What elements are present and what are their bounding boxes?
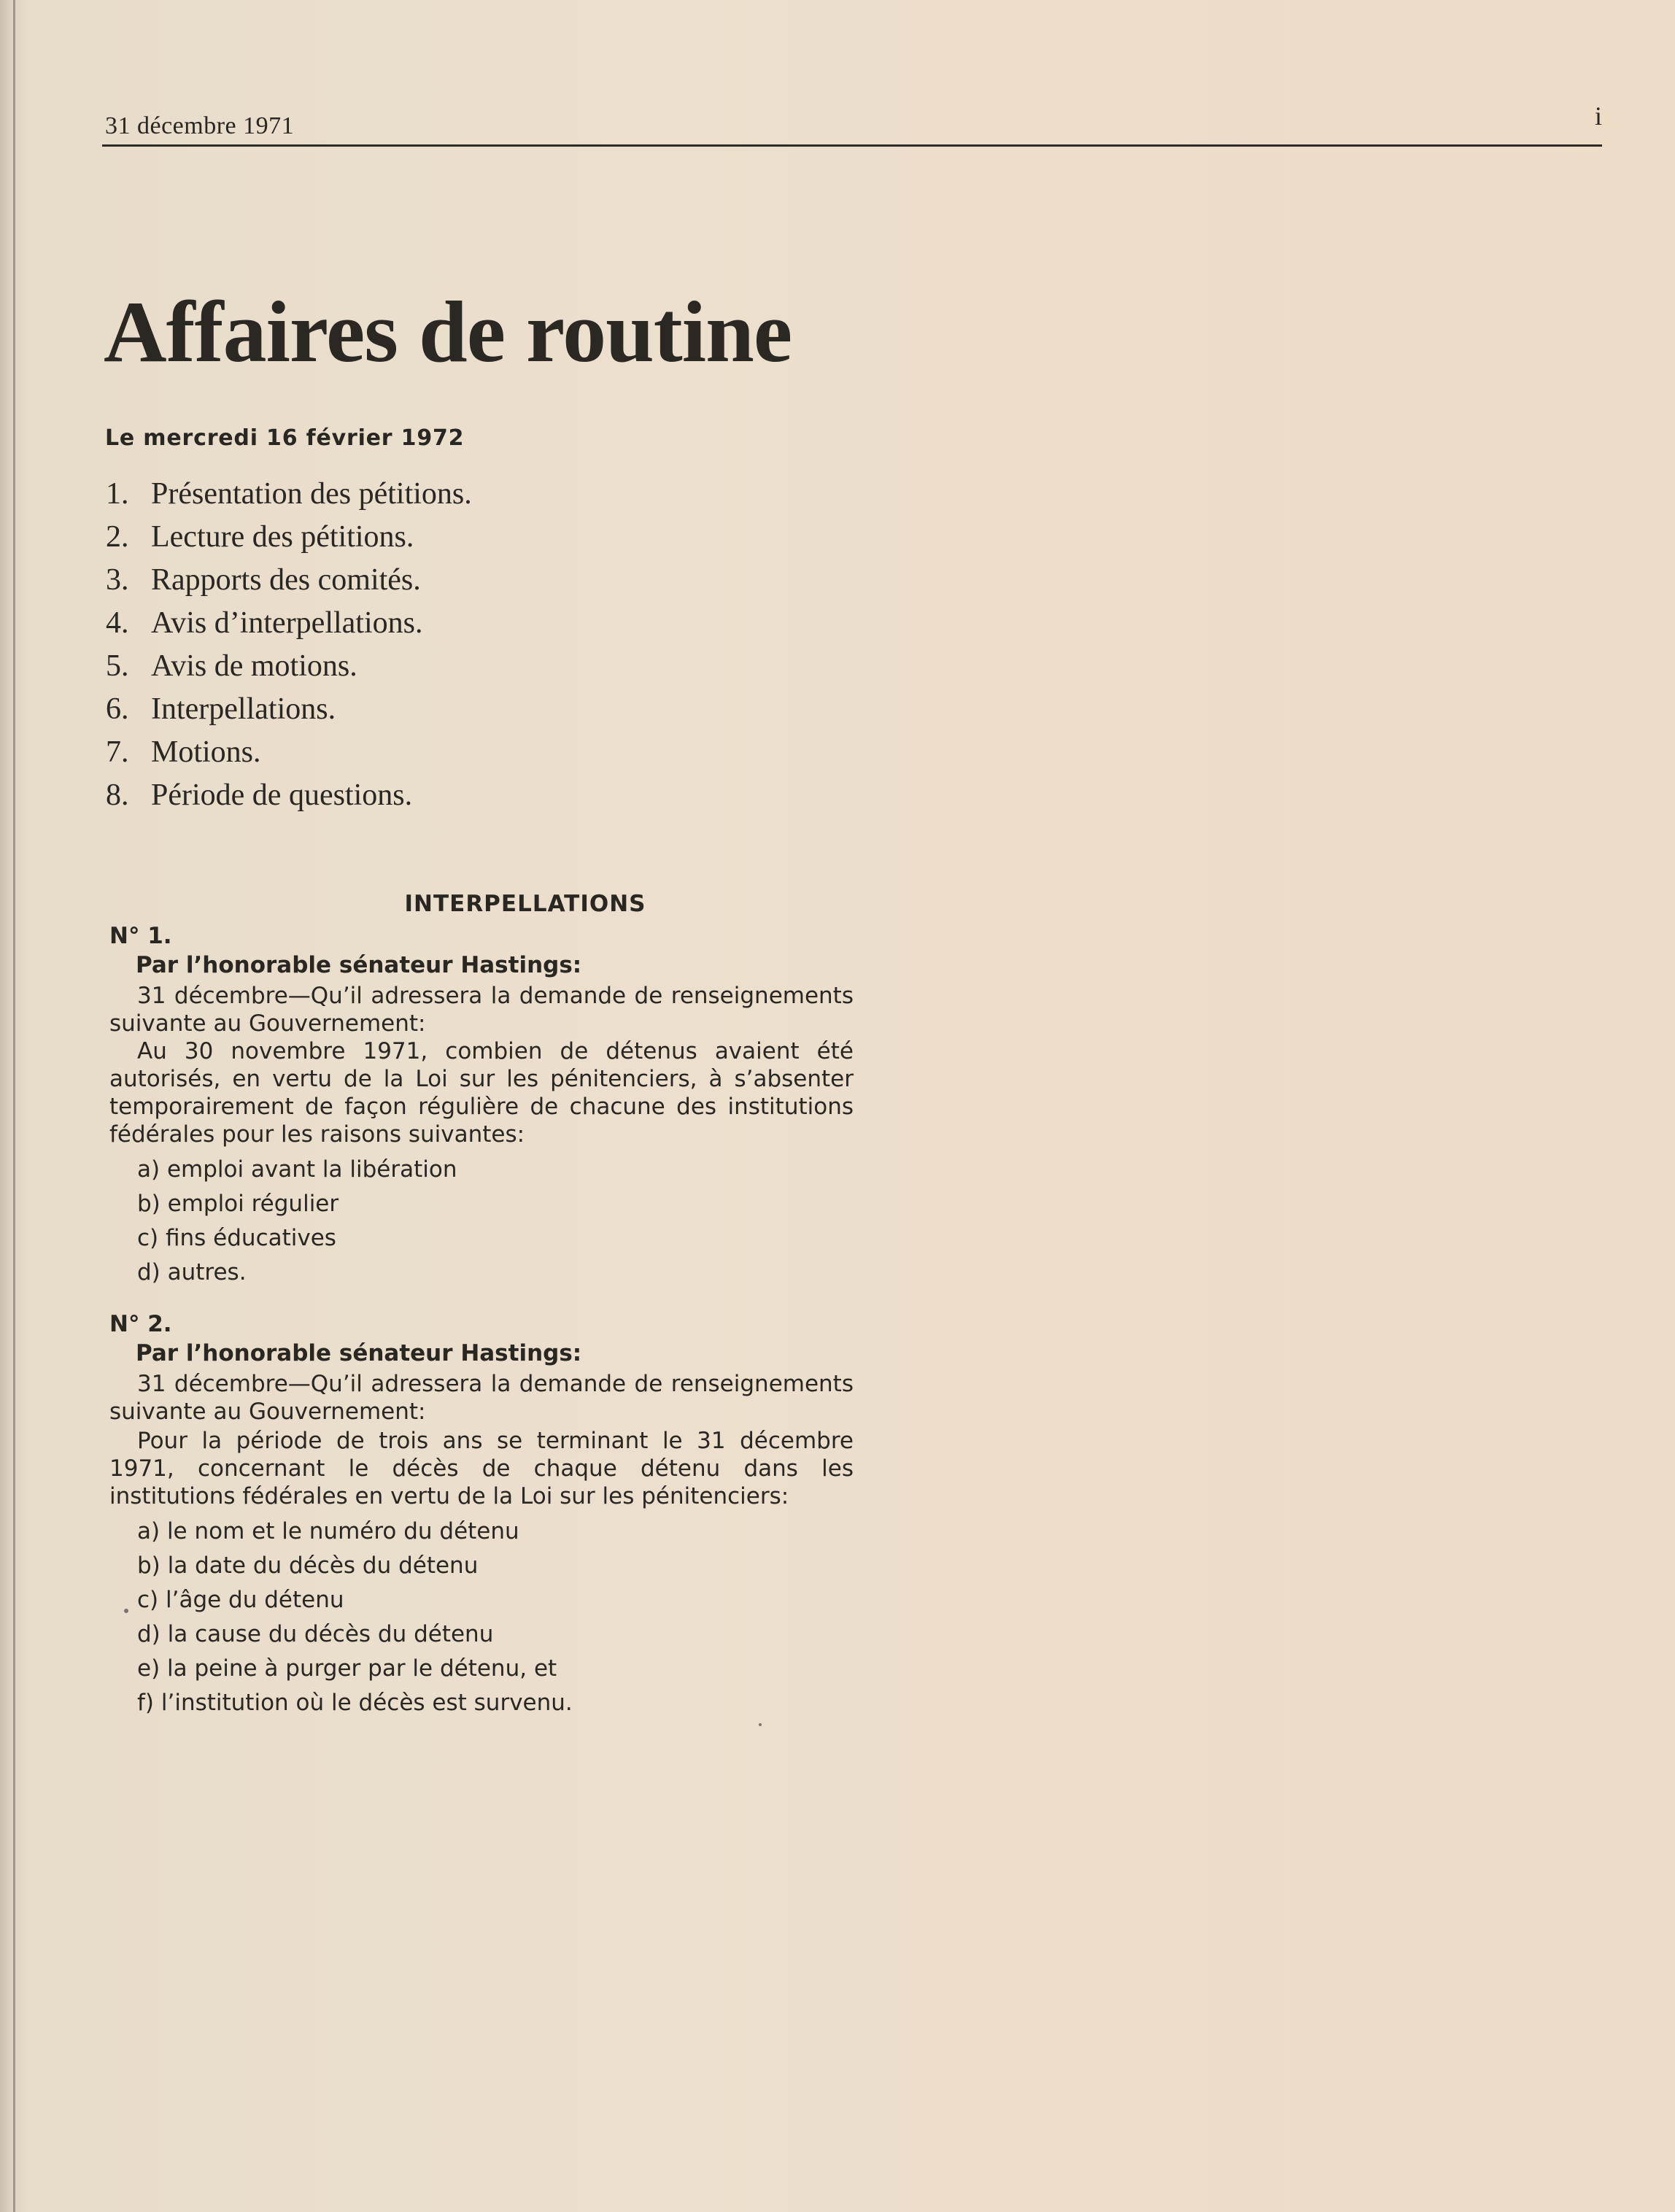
list-item: e) la peine à purger par le détenu, et bbox=[137, 1655, 557, 1682]
item-number: 8. bbox=[106, 778, 129, 812]
interpellation-subitems bbox=[137, 1153, 854, 1290]
list-item: b) la date du décès du détenu bbox=[137, 1552, 479, 1579]
list-item bbox=[106, 602, 472, 645]
order-of-business-list bbox=[106, 473, 472, 817]
interpellation-subitems bbox=[137, 1515, 854, 1720]
interpellation-number: N° 1. bbox=[109, 923, 172, 949]
list-item: a) le nom et le numéro du détenu bbox=[137, 1518, 519, 1544]
item-number: 6. bbox=[106, 692, 129, 726]
running-header bbox=[102, 101, 1602, 147]
item-text: Rapports des comités. bbox=[151, 563, 421, 597]
list-item: c) fins éducatives bbox=[137, 1225, 336, 1251]
sitting-date: Le mercredi 16 février 1972 bbox=[105, 425, 465, 451]
list-item: a) emploi avant la libération bbox=[137, 1156, 457, 1183]
list-item: b) emploi régulier bbox=[137, 1191, 339, 1217]
list-item bbox=[106, 688, 472, 731]
list-item: c) l’âge du détenu bbox=[137, 1587, 344, 1613]
item-text: Période de questions. bbox=[151, 778, 413, 812]
interpellation-2 bbox=[109, 1310, 854, 1720]
interpellation-number: N° 2. bbox=[109, 1311, 172, 1337]
header-date: 31 décembre 1971 bbox=[105, 112, 295, 139]
item-number: 2. bbox=[106, 520, 129, 554]
list-item bbox=[106, 645, 472, 688]
page-title: Affaires de routine bbox=[104, 283, 792, 380]
list-item bbox=[106, 774, 472, 817]
interpellation-intro: 31 décembre—Qu’il adressera la demande de renseignements suivante au Gouvernement: bbox=[109, 1371, 854, 1425]
section-heading: INTERPELLATIONS bbox=[404, 891, 646, 917]
list-item bbox=[106, 516, 472, 559]
interpellation-author: Par l’honorable sénateur Hastings: bbox=[136, 1340, 582, 1366]
item-number: 5. bbox=[106, 649, 129, 683]
list-item bbox=[106, 473, 472, 516]
binding-edge bbox=[13, 0, 15, 2212]
list-item bbox=[106, 559, 472, 602]
interpellation-author: Par l’honorable sénateur Hastings: bbox=[136, 952, 582, 978]
item-number: 4. bbox=[106, 606, 129, 640]
page-number: i bbox=[1594, 101, 1602, 131]
item-text: Présentation des pétitions. bbox=[151, 477, 472, 511]
interpellations-section bbox=[109, 890, 854, 1720]
interpellation-1 bbox=[109, 922, 854, 1290]
list-item bbox=[106, 731, 472, 774]
ink-speck bbox=[124, 1609, 128, 1613]
list-item: f) l’institution où le décès est survenu. bbox=[137, 1690, 573, 1716]
item-text: Lecture des pétitions. bbox=[151, 520, 414, 554]
item-text: Avis d’interpellations. bbox=[151, 606, 423, 640]
item-number: 1. bbox=[106, 477, 129, 511]
interpellation-intro: 31 décembre—Qu’il adressera la demande de renseignements suivante au Gouvernement: bbox=[109, 983, 854, 1037]
item-text: Avis de motions. bbox=[151, 649, 357, 683]
item-text: Motions. bbox=[151, 735, 261, 769]
item-text: Interpellations. bbox=[151, 692, 336, 726]
item-number: 7. bbox=[106, 735, 129, 769]
interpellation-question: Pour la période de trois ans se terminant le 31 décembre 1971, concernant le décès de chaque détenu dans les institutions fédérales en vertu de la Loi sur les pénitenciers: bbox=[109, 1428, 854, 1509]
list-item: d) la cause du décès du détenu bbox=[137, 1621, 494, 1647]
ink-speck bbox=[759, 1723, 762, 1726]
item-number: 3. bbox=[106, 563, 129, 597]
list-item: d) autres. bbox=[137, 1259, 247, 1285]
interpellation-question: Au 30 novembre 1971, combien de détenus avaient été autorisés, en vertu de la Loi sur les pénitenciers, à s’absenter temporairement de façon régulière de chacune des institutions fédérales pour les raisons suivantes: bbox=[109, 1038, 854, 1148]
